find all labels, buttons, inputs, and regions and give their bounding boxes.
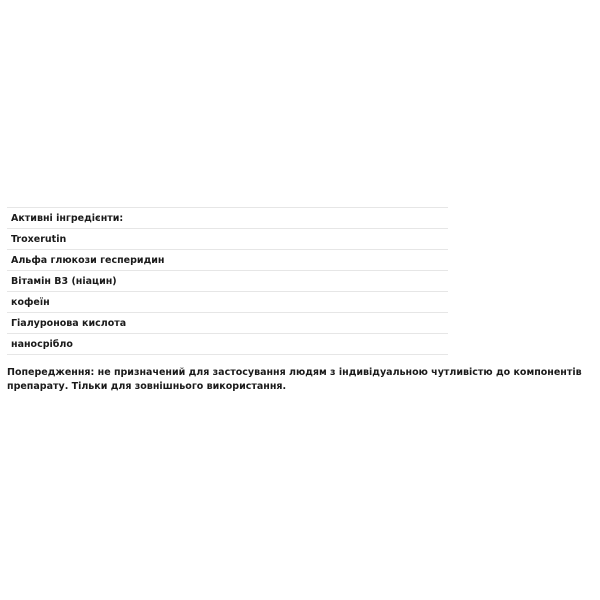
ingredient-name: Troxerutin <box>11 233 67 245</box>
ingredients-table <box>7 207 448 355</box>
table-row <box>7 334 448 355</box>
table-row <box>7 229 448 250</box>
ingredients-header: Активні інгредієнти: <box>11 212 124 224</box>
ingredient-name: Альфа глюкози гесперидин <box>11 254 165 266</box>
ingredient-name: Вітамін B3 (ніацин) <box>11 275 117 287</box>
ingredient-name: наносрібло <box>11 338 73 350</box>
warning-text: Попередження: не призначений для застосування людям з індивідуальною чутливістю до компонентів препарату. Тільки для зовнішнього використання. <box>7 367 582 392</box>
table-row <box>7 250 448 271</box>
table-row <box>7 271 448 292</box>
table-row <box>7 292 448 313</box>
table-row <box>7 313 448 334</box>
table-row-header <box>7 208 448 229</box>
ingredient-name: кофеїн <box>11 296 50 308</box>
ingredient-name: Гіалуронова кислота <box>11 317 127 329</box>
